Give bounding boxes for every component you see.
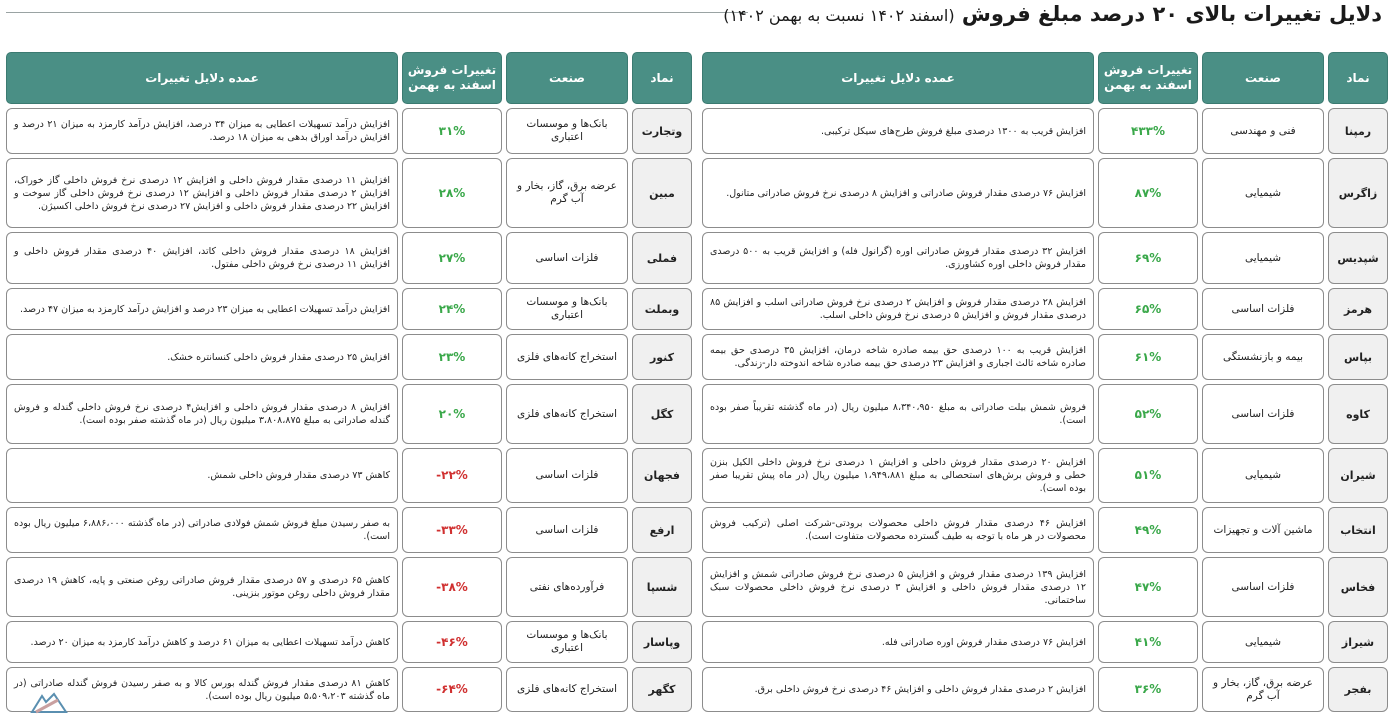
symbol-cell: وبملت xyxy=(632,288,692,330)
reason-cell: افزایش قریب به ۱۳۰۰ درصدی مبلغ فروش طرح‌های سیکل ترکیبی. xyxy=(702,108,1094,154)
reason-cell: افزایش قریب به ۱۰۰ درصدی حق بیمه صادره شاخه درمان، افزایش ۳۵ درصدی حق بیمه صادره شاخه ثالث اجباری و افزایش ۲۳ درصدی حق بیمه صادره شاخه اندوخته دار-زندگی. xyxy=(702,334,1094,380)
table-left xyxy=(6,52,692,712)
reason-cell: افزایش ۱۳۹ درصدی مقدار فروش و افزایش ۵ درصدی نرخ فروش صادراتی شمش و افزایش ۱۲ درصدی مقدار فروش داخلی و افزایش ۳ درصدی نرخ فروش داخلی محصولات سبک ساختمانی. xyxy=(702,557,1094,617)
industry-cell: شیمیایی xyxy=(1202,621,1324,663)
reason-cell: کاهش درآمد تسهیلات اعطایی به میزان ۶۱ درصد و کاهش درآمد کارمزد به میزان ۲۰ درصد. xyxy=(6,621,398,663)
change-cell: ۴۹% xyxy=(1098,507,1198,553)
reason-cell: افزایش درآمد تسهیلات اعطایی به میزان ۲۳ درصد و افزایش درآمد کارمزد به میزان ۴۷ درصد. xyxy=(6,288,398,330)
change-cell: ۲۳% xyxy=(402,334,502,380)
symbol-cell: شپدیس xyxy=(1328,232,1388,284)
change-cell: ۲۰% xyxy=(402,384,502,444)
symbol-cell: کگل xyxy=(632,384,692,444)
title-main: دلایل تغییرات بالای ۲۰ درصد مبلغ فروش xyxy=(961,2,1382,26)
symbol-cell: بپاس xyxy=(1328,334,1388,380)
symbol-cell: کگهر xyxy=(632,667,692,712)
reason-cell: افزایش ۳۲ درصدی مقدار فروش صادراتی اوره (گرانول فله) و افزایش قریب به ۵۰۰ درصدی مقدار فروش داخلی اوره کشاورزی. xyxy=(702,232,1094,284)
reason-cell: افزایش ۱۸ درصدی مقدار فروش داخلی کاتد، افزایش ۴۰ درصدی مقدار فروش داخلی و افزایش ۱۱ درصدی نرخ فروش داخلی مفتول. xyxy=(6,232,398,284)
industry-cell: فلزات اساسی xyxy=(506,448,628,503)
symbol-cell: شیران xyxy=(1328,448,1388,503)
table-right xyxy=(702,52,1388,712)
industry-cell: ماشین آلات و تجهیزات xyxy=(1202,507,1324,553)
symbol-cell: وتجارت xyxy=(632,108,692,154)
change-cell: ۶۱% xyxy=(1098,334,1198,380)
change-cell: ۲۸% xyxy=(402,158,502,228)
symbol-cell: کاوه xyxy=(1328,384,1388,444)
reason-cell: افزایش ۱۱ درصدی مقدار فروش داخلی و افزایش ۱۲ درصدی نرخ فروش داخلی گاز خوراک، افزایش ۲ درصدی مقدار فروش داخلی و افزایش ۱۲ درصدی نرخ فروش داخلی گاز سوخت و افزایش ۲۲ درصدی مقدار فروش داخلی و افزایش ۲۷ درصدی نرخ فروش داخلی اکسیژن. xyxy=(6,158,398,228)
symbol-cell: وپاسار xyxy=(632,621,692,663)
header-reasons: عمده دلایل تغییرات xyxy=(702,52,1094,104)
change-cell: ۳۶% xyxy=(1098,667,1198,712)
watermark-logo xyxy=(28,692,70,714)
reason-cell: افزایش ۷۶ درصدی مقدار فروش صادراتی و افزایش ۸ درصدی نرخ فروش صادراتی متانول. xyxy=(702,158,1094,228)
symbol-cell: بفجر xyxy=(1328,667,1388,712)
change-cell: -۴۶% xyxy=(402,621,502,663)
page-title xyxy=(723,2,1382,26)
change-cell: ۴۳۳% xyxy=(1098,108,1198,154)
change-cell: ۸۷% xyxy=(1098,158,1198,228)
industry-cell: فلزات اساسی xyxy=(1202,288,1324,330)
industry-cell: عرضه برق، گاز، بخار و آب گرم xyxy=(1202,667,1324,712)
title-rule xyxy=(6,12,748,13)
reason-cell: افزایش ۲ درصدی مقدار فروش داخلی و افزایش ۴۶ درصدی نرخ فروش داخلی برق. xyxy=(702,667,1094,712)
header-reasons: عمده دلایل تغییرات xyxy=(6,52,398,104)
header-industry: صنعت xyxy=(1202,52,1324,104)
industry-cell: فنی و مهندسی xyxy=(1202,108,1324,154)
reason-cell: افزایش ۲۵ درصدی مقدار فروش داخلی کنسانتره خشک. xyxy=(6,334,398,380)
change-cell: ۵۱% xyxy=(1098,448,1198,503)
symbol-cell: انتخاب xyxy=(1328,507,1388,553)
header-symbol: نماد xyxy=(632,52,692,104)
reason-cell: افزایش ۷۶ درصدی مقدار فروش اوره صادراتی فله. xyxy=(702,621,1094,663)
reason-cell: افزایش ۲۰ درصدی مقدار فروش داخلی و افزایش ۱ درصدی نرخ فروش داخلی الکیل بنزن خطی و فروش برش‌های استحصالی به مبلغ ۱،۹۴۹،۸۸۱ میلیون ریال (در ماه پیش تقریبا صفر بوده است). xyxy=(702,448,1094,503)
reason-cell: کاهش ۸۱ درصدی مقدار فروش گندله بورس کالا و به صفر رسیدن فروش گندله صادراتی (در ماه گذشته ۵،۵۰۹،۲۰۳ میلیون ریال بوده است). xyxy=(6,667,398,712)
industry-cell: عرضه برق، گاز، بخار و آب گرم xyxy=(506,158,628,228)
industry-cell: شیمیایی xyxy=(1202,232,1324,284)
change-cell: ۴۱% xyxy=(1098,621,1198,663)
symbol-cell: زاگرس xyxy=(1328,158,1388,228)
header-symbol: نماد xyxy=(1328,52,1388,104)
change-cell: ۵۲% xyxy=(1098,384,1198,444)
symbol-cell: شیراز xyxy=(1328,621,1388,663)
symbol-cell: فجهان xyxy=(632,448,692,503)
change-cell: ۲۴% xyxy=(402,288,502,330)
industry-cell: بانک‌ها و موسسات اعتباری xyxy=(506,288,628,330)
change-cell: ۲۷% xyxy=(402,232,502,284)
symbol-cell: هرمز xyxy=(1328,288,1388,330)
change-cell: -۳۸% xyxy=(402,557,502,617)
change-cell: ۴۷% xyxy=(1098,557,1198,617)
symbol-cell: مبین xyxy=(632,158,692,228)
symbol-cell: شسپا xyxy=(632,557,692,617)
title-sub: (اسفند ۱۴۰۲ نسبت به بهمن ۱۴۰۲) xyxy=(723,6,955,25)
change-cell: ۶۵% xyxy=(1098,288,1198,330)
header-change: تغییرات فروش اسفند به بهمن xyxy=(1098,52,1198,104)
industry-cell: استخراج کانه‌های فلزی xyxy=(506,334,628,380)
industry-cell: فلزات اساسی xyxy=(506,232,628,284)
change-cell: ۶۹% xyxy=(1098,232,1198,284)
industry-cell: فرآورده‌های نفتی xyxy=(506,557,628,617)
symbol-cell: ارفع xyxy=(632,507,692,553)
header-industry: صنعت xyxy=(506,52,628,104)
reason-cell: افزایش ۲۸ درصدی مقدار فروش و افزایش ۲ درصدی نرخ فروش صادراتی اسلب و افزایش ۸۵ درصدی مقدار فروش و افزایش ۵ درصدی نرخ فروش داخلی اسلب. xyxy=(702,288,1094,330)
industry-cell: شیمیایی xyxy=(1202,448,1324,503)
reason-cell: افزایش ۸ درصدی مقدار فروش داخلی و افزایش۴ درصدی نرخ فروش داخلی گندله و فروش گندله صادراتی به مبلغ ۳،۸۰۸،۸۷۵ میلیون ریال (در ماه گذشته صفر بوده است). xyxy=(6,384,398,444)
reason-cell: افزایش ۴۶ درصدی مقدار فروش داخلی محصولات برودتی-شرکت اصلی (ترکیب فروش محصولات در هر ماه با توجه به طیف گسترده محصولات متفاوت است). xyxy=(702,507,1094,553)
change-cell: -۲۲% xyxy=(402,448,502,503)
industry-cell: بانک‌ها و موسسات اعتباری xyxy=(506,108,628,154)
symbol-cell: کنور xyxy=(632,334,692,380)
symbol-cell: فخاس xyxy=(1328,557,1388,617)
change-cell: ۳۱% xyxy=(402,108,502,154)
change-cell: -۳۳% xyxy=(402,507,502,553)
industry-cell: استخراج کانه‌های فلزی xyxy=(506,667,628,712)
reason-cell: کاهش ۷۳ درصدی مقدار فروش داخلی شمش. xyxy=(6,448,398,503)
change-cell: -۶۴% xyxy=(402,667,502,712)
industry-cell: فلزات اساسی xyxy=(506,507,628,553)
header-change: تغییرات فروش اسفند به بهمن xyxy=(402,52,502,104)
symbol-cell: رمپنا xyxy=(1328,108,1388,154)
industry-cell: فلزات اساسی xyxy=(1202,384,1324,444)
symbol-cell: فملی xyxy=(632,232,692,284)
reason-cell: به صفر رسیدن مبلغ فروش شمش فولادی صادراتی (در ماه گذشته ۶،۸۸۶،۰۰۰ میلیون ریال بوده است). xyxy=(6,507,398,553)
industry-cell: شیمیایی xyxy=(1202,158,1324,228)
reason-cell: افزایش درآمد تسهیلات اعطایی به میزان ۳۴ درصد، افزایش درآمد کارمزد به میزان ۲۱ درصد و افزایش درآمد اوراق بدهی به میزان ۱۸ درصد. xyxy=(6,108,398,154)
industry-cell: استخراج کانه‌های فلزی xyxy=(506,384,628,444)
industry-cell: بانک‌ها و موسسات اعتباری xyxy=(506,621,628,663)
reason-cell: کاهش ۶۵ درصدی و ۵۷ درصدی مقدار فروش صادراتی روغن صنعتی و پایه، کاهش ۱۹ درصدی مقدار فروش داخلی روغن موتور بنزینی. xyxy=(6,557,398,617)
industry-cell: بیمه و بازنشستگی xyxy=(1202,334,1324,380)
reason-cell: فروش شمش بیلت صادراتی به مبلغ ۸،۳۴۰،۹۵۰ میلیون ریال (در ماه گذشته تقریباً صفر بوده است). xyxy=(702,384,1094,444)
industry-cell: فلزات اساسی xyxy=(1202,557,1324,617)
